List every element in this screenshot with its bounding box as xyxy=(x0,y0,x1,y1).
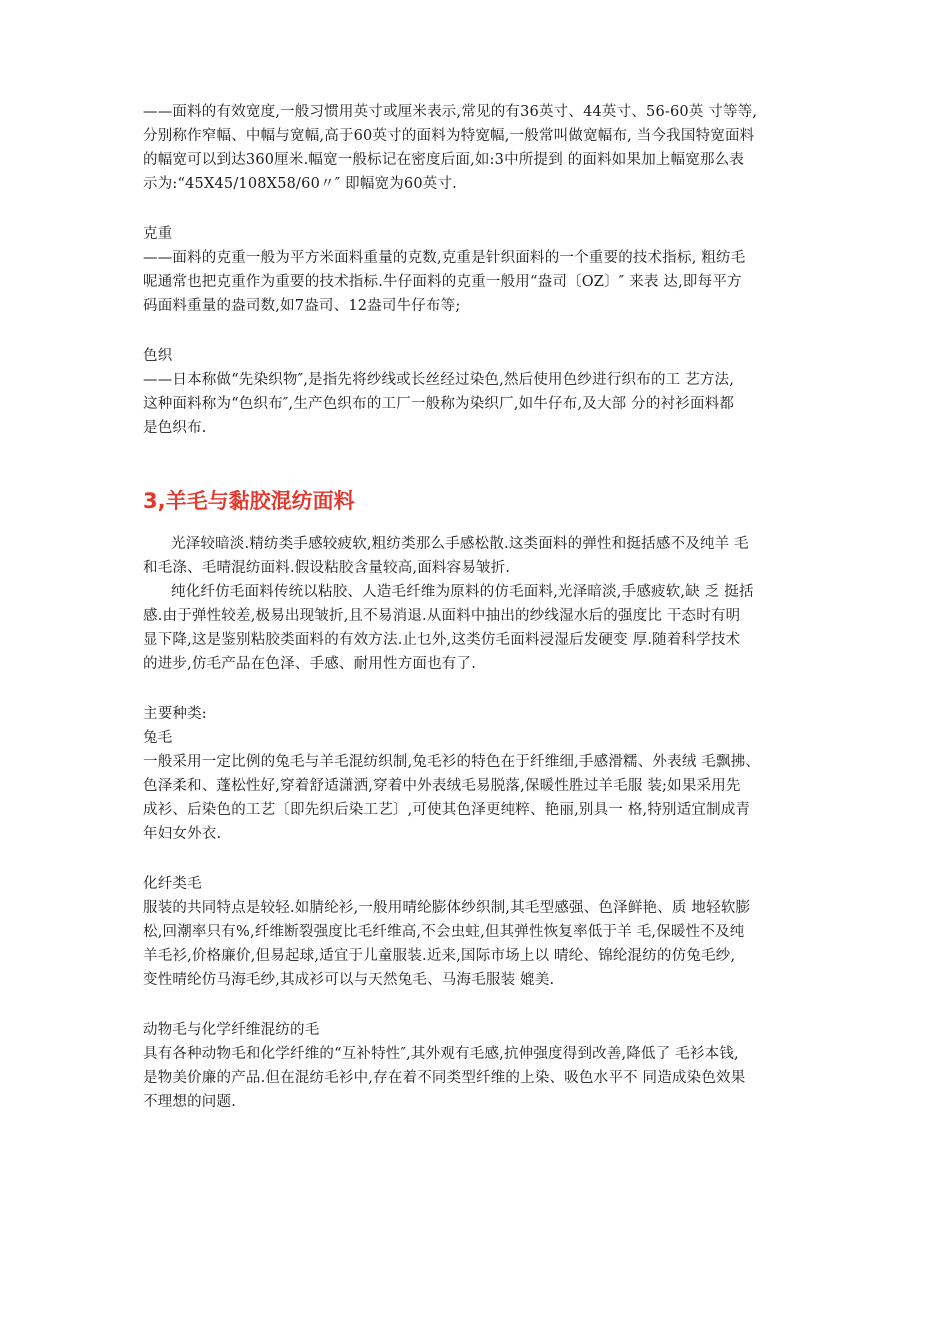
weight-section xyxy=(143,222,823,318)
text-line: 纯化纤仿毛面料传统以粘胶、人造毛纤维为原料的仿毛面料,光泽暗淡,手感疲软,缺 乏 挺括 xyxy=(171,584,754,600)
subsection-title: 动物毛与化学纤维混纺的毛 xyxy=(143,1022,320,1038)
text-line: 这种面料称为“色织布″,生产色织布的工厂一般称为染织厂,如牛仔布,及大部 分的衬衫面料都 xyxy=(143,396,735,412)
section-title: 色织 xyxy=(143,348,173,364)
text-line: 一般采用一定比例的兔毛与羊毛混纺织制,兔毛衫的特色在于纤维细,手感滑糯、外表绒 毛飘拂、 xyxy=(143,754,761,770)
text-line: 成衫、后染色的工艺〔即先织后染工艺〕,可使其色泽更纯粹、艳丽,别具一 格,特别适宜制成青 xyxy=(143,802,751,818)
text-line: 和毛涤、毛晴混纺面料.假设粘胶含量较高,面料容易皱折. xyxy=(143,560,511,576)
text-line: ——日本称做“先染织物″,是指先将纱线或长丝经过染色,然后使用色纱进行织布的工 艺方法, xyxy=(143,372,735,388)
text-line: 年妇女外衣. xyxy=(143,826,222,842)
text-line: 呢通常也把克重作为重要的技术指标.牛仔面料的克重一般用“盎司〔OZ〕″ 来表 达,即每平方 xyxy=(143,274,742,290)
text-line: 变性晴纶仿马海毛纱,其成衫可以与天然兔毛、马海毛服装 媲美. xyxy=(143,972,555,988)
text-line: 具有各种动物毛和化学纤维的“互补特性″,其外观有毛感,抗伸强度得到改善,降低了 毛衫本钱, xyxy=(143,1046,739,1062)
document-page xyxy=(143,100,823,1114)
text-line: 感.由于弹性较差,极易出现皱折,且不易消退.从面料中抽出的纱线湿水后的强度比 干态时有明 xyxy=(143,608,741,624)
text-line: 的进步,仿毛产品在色泽、手感、耐用性方面也有了. xyxy=(143,656,477,672)
subsection-title: 化纤类毛 xyxy=(143,876,202,892)
text-line: 光泽较暗淡.精纺类手感较疲软,粗纺类那么手感松散.这类面料的弹性和挺括感不及纯羊 毛 xyxy=(171,536,749,552)
text-line: 分别称作窄幅、中幅与宽幅,高于60英寸的面料为特宽幅,一般常叫做宽幅布, 当今我国特宽面料 xyxy=(143,128,755,144)
text-line: ——面料的克重一般为平方米面料重量的克数,克重是针织面料的一个重要的技术指标, 粗纺毛 xyxy=(143,250,746,266)
text-line: 码面料重量的盎司数,如7盎司、12盎司牛仔布等; xyxy=(143,298,461,314)
section-heading: 3,羊毛与黏胶混纺面料 xyxy=(143,489,355,513)
text-line: 不理想的问题. xyxy=(143,1094,237,1110)
text-line: 是色织布. xyxy=(143,420,207,436)
text-line: 是物美价廉的产品.但在混纺毛衫中,存在着不同类型纤维的上染、吸色水平不 同造成染色效果 xyxy=(143,1070,746,1086)
subsection-title: 兔毛 xyxy=(143,730,173,746)
section-title: 克重 xyxy=(143,226,173,242)
text-line: 服装的共同特点是较轻.如腈纶衫,一般用晴纶膨体纱织制,其毛型感强、色泽鲜艳、质 地轻软膨 xyxy=(143,900,751,916)
text-line: 松,回潮率只有%,纤维断裂强度比毛纤维高,不会虫蛀,但其弹性恢复率低于羊 毛,保暖性不及纯 xyxy=(143,924,745,940)
text-line: 示为:“45X45/108X58/60〃″ 即幅宽为60英寸. xyxy=(143,176,457,192)
text-line: 显下降,这是鉴别粘胶类面料的有效方法.止乜外,这类仿毛面料浸湿后发硬变 厚.随着科学技术 xyxy=(143,632,741,648)
dyed-section xyxy=(143,344,823,440)
types-section xyxy=(143,702,823,1114)
intro-section xyxy=(143,532,823,676)
text-line: 色泽柔和、蓬松性好,穿着舒适潇洒,穿着中外表绒毛易脱落,保暖性胜过羊毛服 装;如果采用先 xyxy=(143,778,741,794)
width-section xyxy=(143,100,823,196)
text-line: ——面料的有效宽度,一般习惯用英寸或厘米表示,常见的有36英寸、44英寸、56-60英 寸等等, xyxy=(143,104,758,120)
text-line: 羊毛衫,价格廉价,但易起球,适宜于儿童服装.近来,国际市场上以 晴纶、锦纶混纺的仿兔毛纱, xyxy=(143,948,736,964)
section-title: 主要种类: xyxy=(143,706,207,722)
text-line: 的幅宽可以到达360厘米.幅宽一般标记在密度后面,如:3中所提到 的面料如果加上幅宽那么表 xyxy=(143,152,745,168)
